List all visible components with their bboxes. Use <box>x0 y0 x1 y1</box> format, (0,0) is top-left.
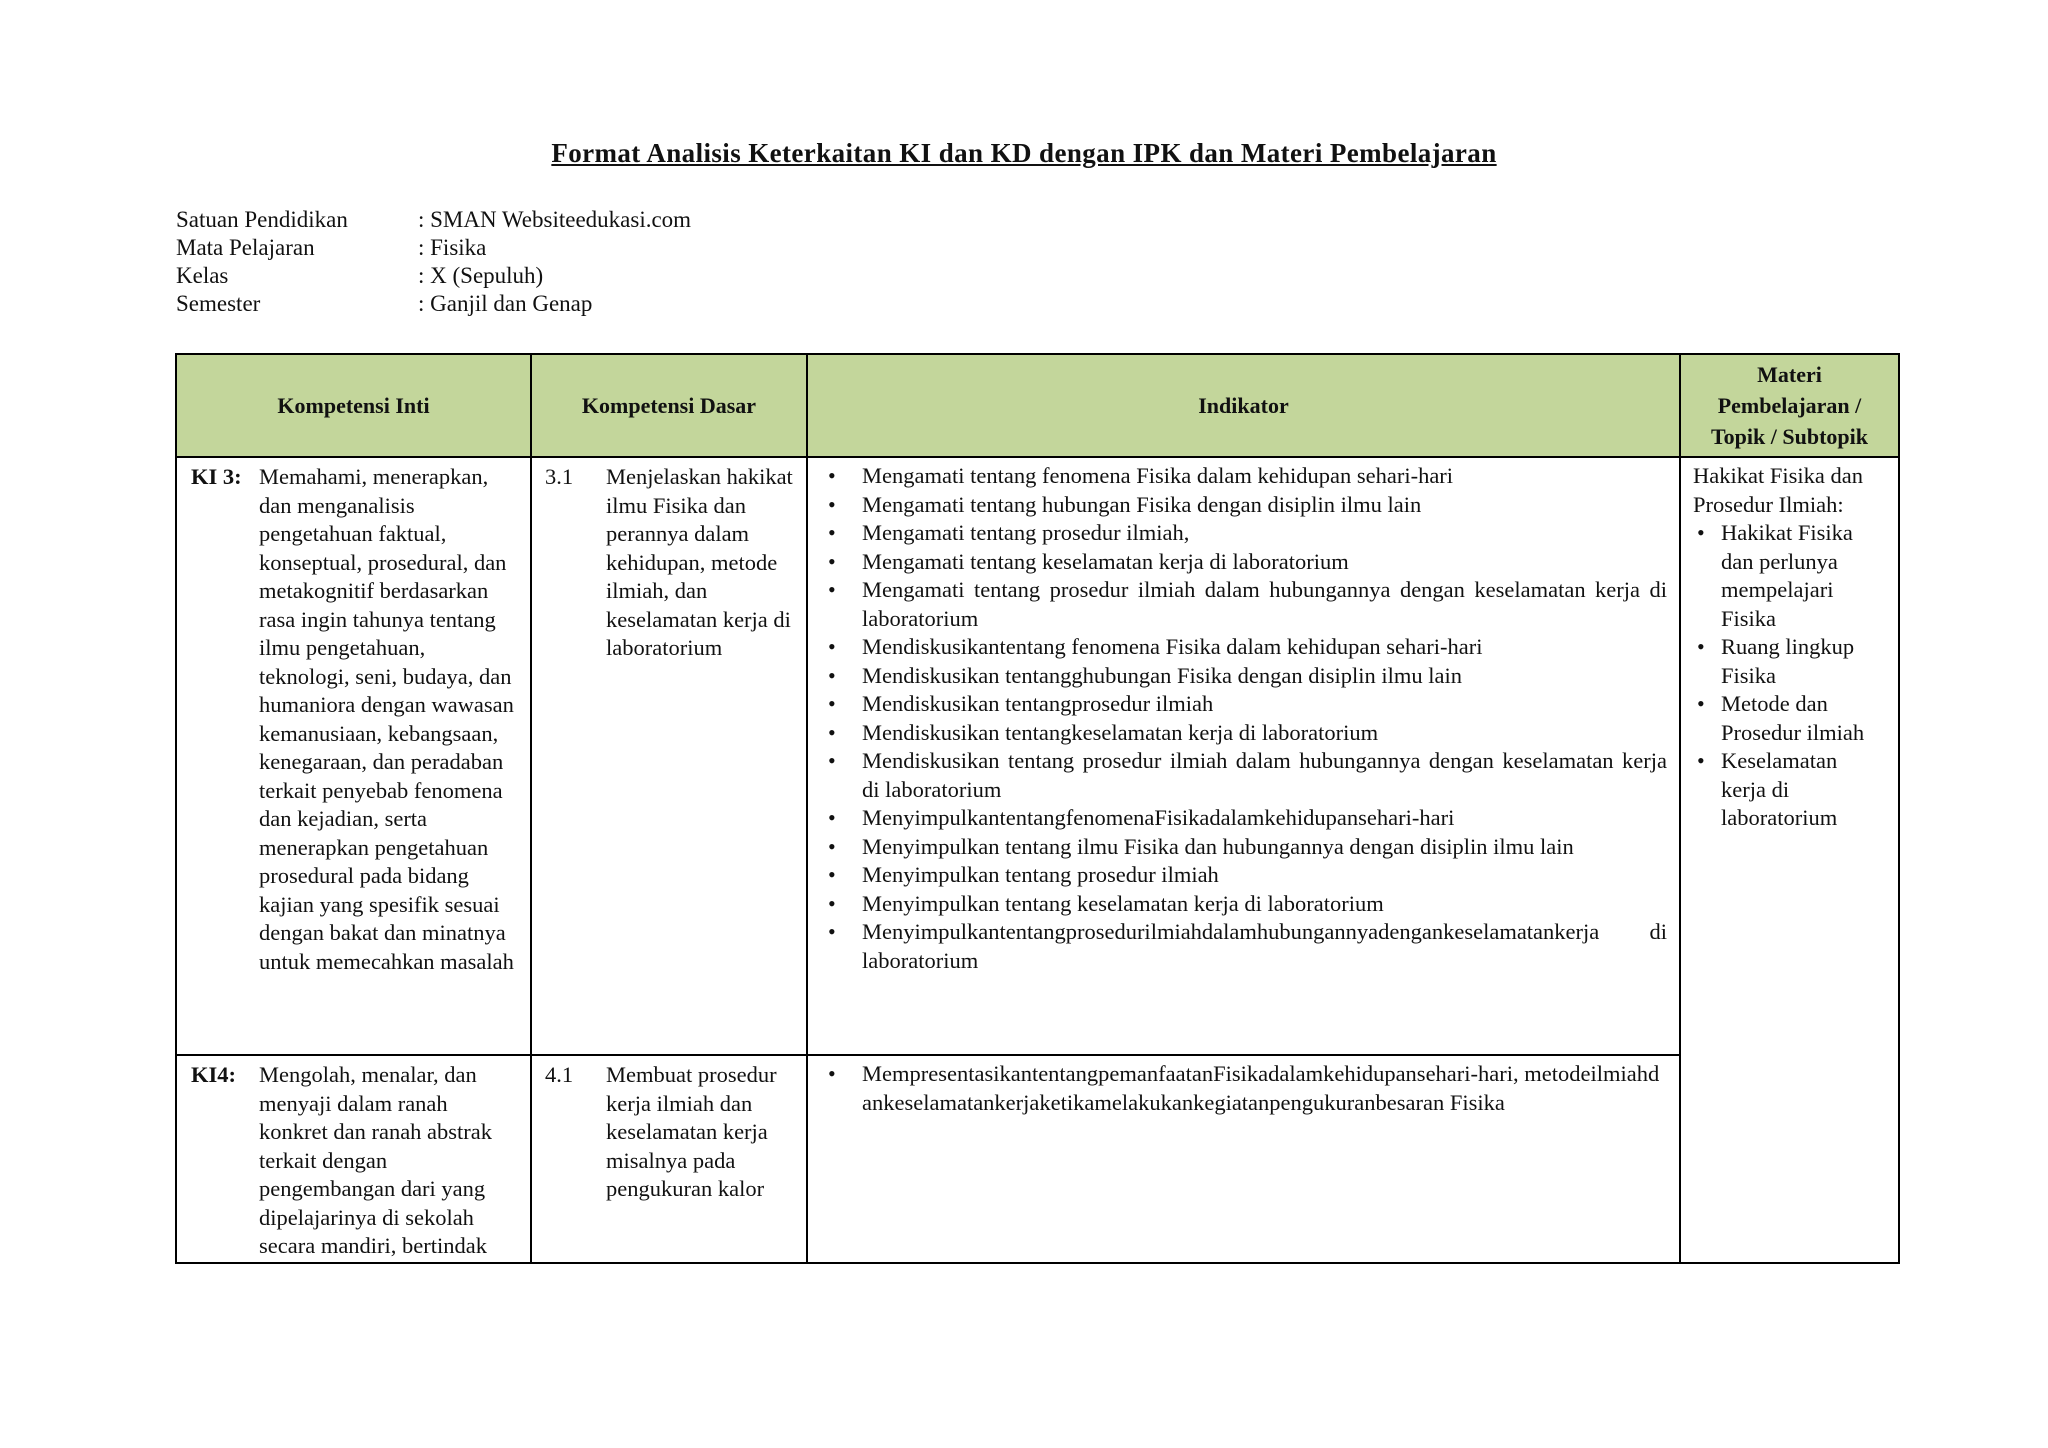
header-kd: Kompetensi Dasar <box>531 354 807 457</box>
identity-value: : X (Sepuluh) <box>418 262 543 290</box>
identity-label: Semester <box>176 291 261 316</box>
table-row <box>176 457 1899 1055</box>
indicator-item: • Mendiskusikan tentang prosedur ilmiah dalam hubungannya dengan keselamatan kerja di laboratorium <box>825 747 1667 804</box>
materi-item: • Metode dan Prosedur ilmiah <box>1693 690 1886 747</box>
kd-cell <box>531 457 807 1055</box>
indicator-item: • Menyimpulkan tentang keselamatan kerja di laboratorium <box>825 890 1667 919</box>
indicator-item: • Menyimpulkan tentang prosedur ilmiah <box>825 861 1667 890</box>
indicator-item: • MenyimpulkantentangfenomenaFisikadalamkehidupansehari-hari <box>825 804 1667 833</box>
indicator-item: • Mengamati tentang hubungan Fisika dengan disiplin ilmu lain <box>825 491 1667 520</box>
indicator-item: • Menyimpulkan tentang ilmu Fisika dan hubungannya dengan disiplin ilmu lain <box>825 833 1667 862</box>
kd-description: Membuat prosedur kerja ilmiah dan keselamatan kerja misalnya pada pengukuran kalor <box>606 1062 777 1201</box>
indicator-item: • Mengamati tentang prosedur ilmiah, <box>825 519 1667 548</box>
materi-item: • Hakikat Fisika dan perlunya mempelajari Fisika <box>1693 519 1886 633</box>
indicator-item: • Mengamati tentang prosedur ilmiah dalam hubungannya dengan keselamatan kerja di laboratorium <box>825 576 1667 633</box>
ki-code: KI4: <box>191 1062 236 1087</box>
indicator-item: • MempresentasikantentangpemanfaatanFisikadalamkehidupansehari-hari, metodeilmiahdankeselamatankerjaketikamelakukankegiatanpengukuranbesaran Fisika <box>825 1060 1667 1117</box>
kd-cell <box>531 1055 807 1263</box>
identity-value: : Fisika <box>418 234 486 262</box>
indicator-item: • Mengamati tentang fenomena Fisika dalam kehidupan sehari-hari <box>825 462 1667 491</box>
identity-row-school <box>176 206 691 234</box>
header-indikator: Indikator <box>807 354 1680 457</box>
ki-description: Memahami, menerapkan, dan menganalisis pengetahuan faktual, konseptual, prosedural, dan metakognitif berdasarkan rasa ingin tahunya tentang ilmu pengetahuan, teknologi, seni, budaya, dan humaniora dengan wawasan kemanusiaan, kebangsaan, kenegaraan, dan peradaban terkait penyebab fenomena dan kejadian, serta menerapkan pengetahuan prosedural pada bidang kajian yang spesifik sesuai dengan bakat dan minatnya untuk memecahkan masalah <box>259 464 514 974</box>
indicator-item: • Menyimpulkantentangprosedurilmiahdalamhubungannyadengankeselamatankerja di laboratorium <box>825 918 1667 975</box>
identity-block <box>176 206 691 318</box>
kd-number: 3.1 <box>545 464 574 489</box>
ki-cell <box>176 1055 531 1263</box>
identity-label: Kelas <box>176 263 229 288</box>
identity-row-subject <box>176 234 691 262</box>
identity-label: Satuan Pendidikan <box>176 207 348 232</box>
ki-cell <box>176 457 531 1055</box>
indicator-cell <box>807 1055 1680 1263</box>
indicator-item: • Mendiskusikantentang fenomena Fisika dalam kehidupan sehari-hari <box>825 633 1667 662</box>
indicator-list <box>825 1060 1667 1117</box>
identity-row-semester <box>176 290 691 318</box>
table-header-row <box>176 354 1899 457</box>
header-materi: Materi Pembelajaran / Topik / Subtopik <box>1680 354 1899 457</box>
indicator-item: • Mendiskusikan tentangprosedur ilmiah <box>825 690 1667 719</box>
identity-row-class <box>176 262 691 290</box>
indicator-item: • Mendiskusikan tentangghubungan Fisika dengan disiplin ilmu lain <box>825 662 1667 691</box>
kd-description: Menjelaskan hakikat ilmu Fisika dan perannya dalam kehidupan, metode ilmiah, dan keselamatan kerja di laboratorium <box>606 464 793 660</box>
materi-heading: Hakikat Fisika dan Prosedur Ilmiah: <box>1693 463 1863 517</box>
materi-list <box>1693 519 1886 833</box>
identity-value: : Ganjil dan Genap <box>418 290 592 318</box>
kd-number: 4.1 <box>545 1062 574 1087</box>
ki-description: Mengolah, menalar, dan menyaji dalam ranah konkret dan ranah abstrak terkait dengan pengembangan dari yang dipelajarinya di sekolah secara mandiri, bertindak <box>259 1062 493 1258</box>
materi-item: • Ruang lingkup Fisika <box>1693 633 1886 690</box>
ki-code: KI 3: <box>191 464 242 489</box>
materi-item: • Keselamatan kerja di laboratorium <box>1693 747 1886 833</box>
header-ki: Kompetensi Inti <box>176 354 531 457</box>
indicator-cell <box>807 457 1680 1055</box>
indicator-item: • Mengamati tentang keselamatan kerja di laboratorium <box>825 548 1667 577</box>
analysis-table <box>175 353 1900 1264</box>
indicator-item: • Mendiskusikan tentangkeselamatan kerja di laboratorium <box>825 719 1667 748</box>
identity-label: Mata Pelajaran <box>176 235 315 260</box>
materi-cell <box>1680 457 1899 1263</box>
identity-value: : SMAN Websiteedukasi.com <box>418 206 691 234</box>
table-row <box>176 1055 1899 1263</box>
indicator-list <box>825 462 1667 975</box>
document-title: Format Analisis Keterkaitan KI dan KD dengan IPK dan Materi Pembelajaran <box>551 138 1497 168</box>
